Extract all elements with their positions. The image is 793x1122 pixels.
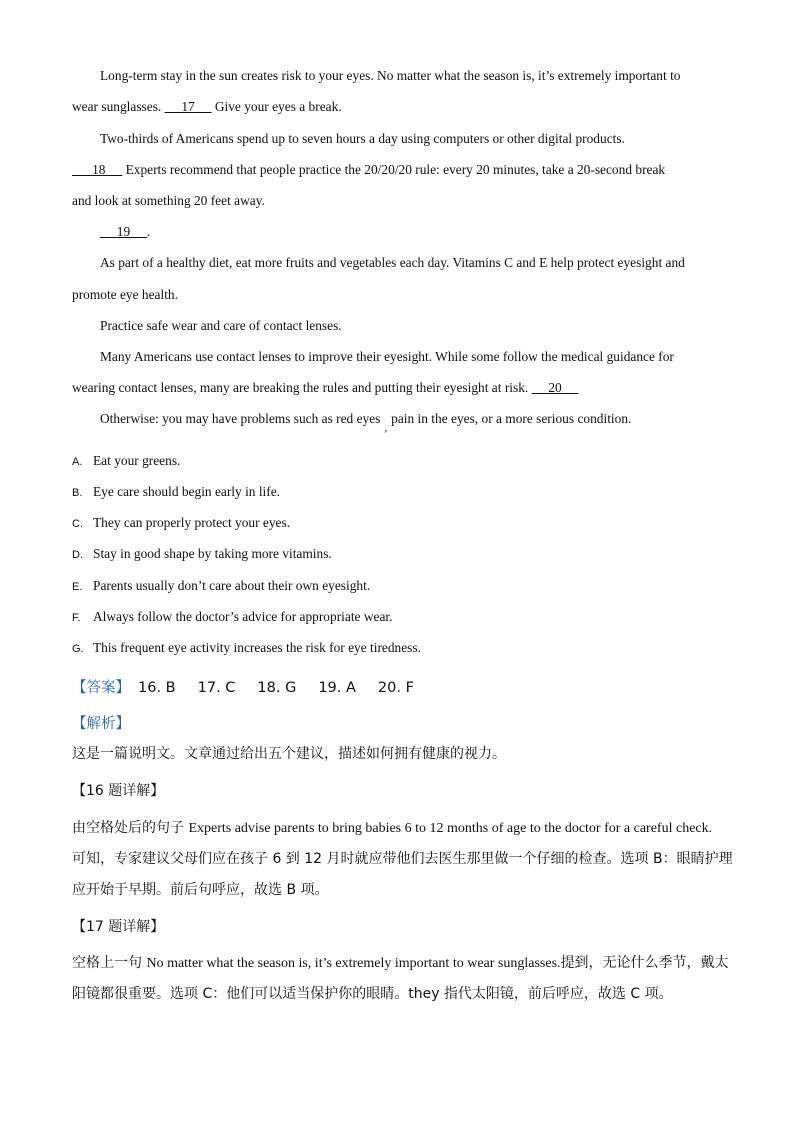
q16-text: 由空格处后的句子 bbox=[72, 820, 189, 836]
answer-item: 20. F bbox=[377, 680, 414, 696]
option-text: Eye care should begin early in life. bbox=[93, 484, 281, 499]
q16-quote: Experts advise parents to bring babies 6 to 12 months of age to the doctor for a careful check. bbox=[188, 821, 713, 836]
passage-line-7: As part of a healthy diet, eat more fruits and vegetables each day. Vitamins C and E help protect eyesight and bbox=[100, 255, 685, 270]
passage-line-4 bbox=[72, 162, 665, 178]
option-letter: C. bbox=[72, 518, 83, 530]
answer-label: 【答案】 bbox=[72, 680, 130, 696]
option-letter: D. bbox=[72, 549, 83, 561]
blank-20: 20 bbox=[548, 380, 562, 395]
answer-line bbox=[72, 676, 414, 697]
q17-text: 空格上一句 bbox=[72, 955, 147, 971]
passage-line-8: promote eye health. bbox=[72, 287, 178, 302]
option-b bbox=[72, 484, 280, 500]
passage-line-2 bbox=[72, 99, 342, 115]
passage-line-10: Many Americans use contact lenses to improve their eyesight. While some follow the medical guidance for bbox=[100, 349, 674, 364]
answer-item: 16. B bbox=[138, 680, 176, 696]
option-f bbox=[72, 609, 392, 625]
blank-19: 19 bbox=[116, 224, 131, 239]
option-d bbox=[72, 546, 332, 562]
q17-line-2: 阳镜都很重要。选项 C：他们可以适当保护你的眼睛。they 指代太阳镜，前后呼应，故选 C 项。 bbox=[72, 986, 673, 1002]
passage-line-3: Two-thirds of Americans spend up to seven hours a day using computers or other digital products. bbox=[100, 131, 625, 146]
analysis-label: 【解析】 bbox=[72, 716, 130, 732]
option-text: Stay in good shape by taking more vitamins. bbox=[93, 546, 332, 561]
option-e bbox=[72, 578, 370, 594]
passage-line-11 bbox=[72, 380, 579, 396]
passage-text: Give your eyes a break. bbox=[211, 99, 342, 114]
option-text: Always follow the doctor’s advice for appropriate wear. bbox=[93, 609, 393, 624]
passage-text: pain in the eyes, or a more serious condition. bbox=[391, 411, 632, 426]
passage-text: wear sunglasses. bbox=[72, 99, 165, 114]
passage-text: wearing contact lenses, many are breaking the rules and putting their eyesight at risk. bbox=[72, 380, 532, 395]
option-c bbox=[72, 515, 290, 531]
passage-text: Experts recommend that people practice the 20/20/20 rule: every 20 minutes, take a 20-second break bbox=[122, 162, 666, 177]
option-letter: E. bbox=[72, 581, 83, 593]
passage-text: Otherwise: you may have problems such as red eyes bbox=[100, 411, 381, 426]
analysis-summary: 这是一篇说明文。文章通过给出五个建议，描述如何拥有健康的视力。 bbox=[72, 746, 506, 762]
q17-text: 提到，无论什么季节，戴太 bbox=[560, 955, 729, 971]
passage-line-12 bbox=[100, 411, 632, 434]
q16-heading: 【16 题详解】 bbox=[72, 783, 165, 799]
q16-line-2: 可知，专家建议父母们应在孩子 6 到 12 月时就应带他们去医生那里做一个仔细的检查。选项 B：眼睛护理 bbox=[72, 851, 733, 867]
q16-line-1 bbox=[72, 817, 712, 837]
answer-item: 19. A bbox=[318, 680, 356, 696]
q17-heading: 【17 题详解】 bbox=[72, 919, 165, 935]
passage-line-6 bbox=[100, 224, 150, 240]
passage-line-1: Long-term stay in the sun creates risk to your eyes. No matter what the season is, it’s extremely important to bbox=[100, 68, 681, 83]
option-g bbox=[72, 640, 421, 656]
q17-line-1 bbox=[72, 952, 729, 972]
option-letter: A. bbox=[72, 456, 83, 468]
option-letter: F. bbox=[72, 612, 81, 624]
option-text: This frequent eye activity increases the risk for eye tiredness. bbox=[93, 640, 421, 655]
comma: , bbox=[384, 422, 388, 434]
passage-line-9: Practice safe wear and care of contact lenses. bbox=[100, 318, 342, 333]
q17-quote: No matter what the season is, it’s extremely important to wear sunglasses. bbox=[146, 956, 561, 971]
q16-line-3: 应开始于早期。前后句呼应，故选 B 项。 bbox=[72, 882, 329, 898]
option-a bbox=[72, 453, 180, 469]
blank-17: 17 bbox=[181, 99, 195, 114]
passage-line-5: and look at something 20 feet away. bbox=[72, 193, 265, 208]
option-text: They can properly protect your eyes. bbox=[93, 515, 291, 530]
option-text: Eat your greens. bbox=[93, 453, 181, 468]
option-letter: G. bbox=[72, 643, 84, 655]
option-text: Parents usually don’t care about their own eyesight. bbox=[93, 578, 371, 593]
answer-item: 17. C bbox=[197, 680, 236, 696]
answer-item: 18. G bbox=[257, 680, 297, 696]
passage-text: . bbox=[146, 224, 151, 239]
option-letter: B. bbox=[72, 487, 83, 499]
blank-18: 18 bbox=[92, 162, 106, 177]
